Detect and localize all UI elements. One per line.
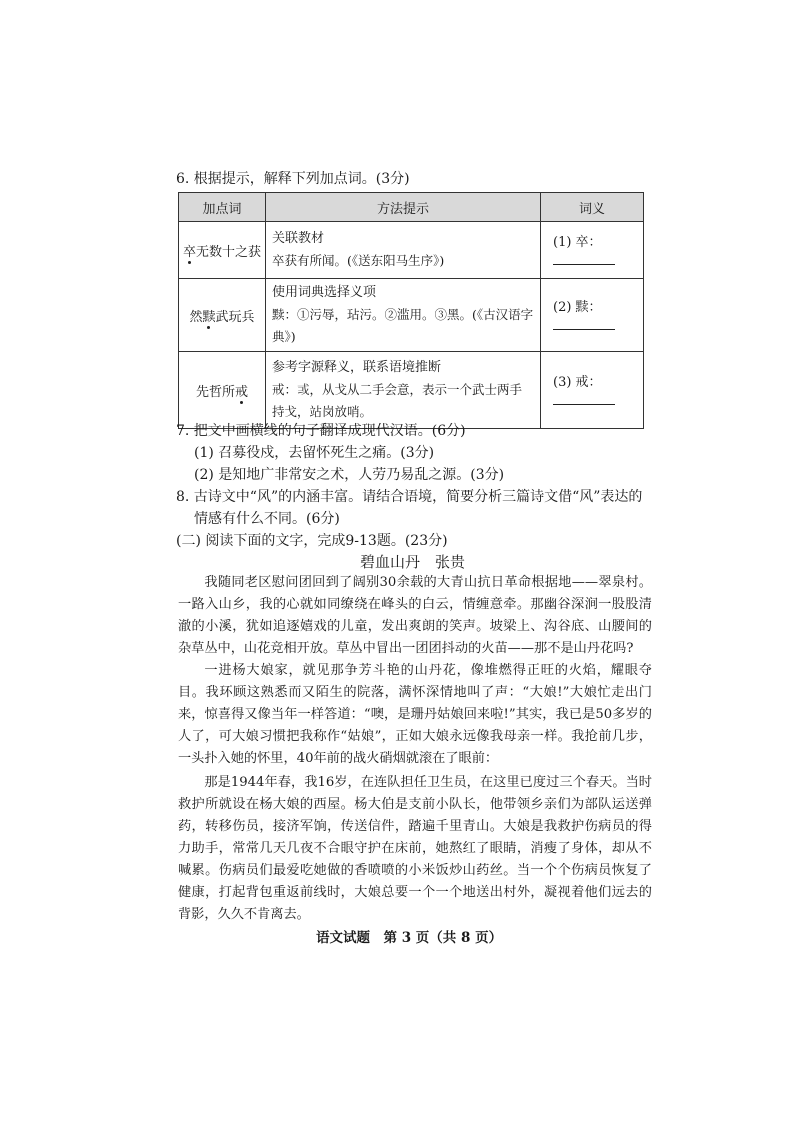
hint-method: 关联教材	[272, 231, 325, 246]
section-2-instruction: (二) 阅读下面的文字，完成9-13题。(23分)	[176, 533, 448, 549]
hint-cell	[266, 222, 541, 279]
meaning-cell	[541, 279, 644, 352]
hint-method: 参考字源释义，联系语境推断	[272, 360, 442, 375]
header-hint: 方法提示	[266, 193, 541, 222]
word-post: 武玩兵	[215, 309, 255, 325]
dotted-char: 卒	[182, 244, 196, 260]
dotted-word-cell	[179, 222, 266, 279]
article-paragraph: 一进杨大娘家，就见那争芳斗艳的山丹花，像堆燃得正旺的火焰，耀眼夺目。我环顾这熟悉而又陌生的院落，满怀深情地叫了声：“大娘!”大娘忙走出门来，惊喜得又像当年一样答道：“噢，是珊丹姑娘回来啦!”其实，我已是50多岁的人了，可大娘习惯把我称作“姑娘”，正如大娘永远像我母亲一样。我抢前几步，一头扑入她的怀里，40年前的战火硝烟就滚在了眼前：	[178, 663, 652, 766]
hint-cell	[266, 279, 541, 352]
article-paragraph: 我随同老区慰问团回到了阔别30余载的大青山抗日革命根据地——翠泉村。一路入山乡，我的心就如同缭绕在峰头的白云，情缠意牵。那幽谷深涧一股股清澈的小溪，犹如追逐嬉戏的儿童，发出爽朗的笑声。坡梁上、沟谷底、山腰间的杂草丛中，山花竞相开放。草丛中冒出一团团抖动的火苗——那不是山丹花吗?	[178, 575, 652, 656]
table-row	[179, 352, 644, 429]
header-meaning: 词义	[541, 193, 644, 222]
header-word: 加点词	[179, 193, 266, 222]
page-footer: 语文试题 第 3 页（共 8 页）	[316, 930, 503, 946]
word-pre: 然	[189, 309, 203, 325]
hint-method: 使用词典选择义项	[272, 285, 377, 300]
dotted-word-cell	[179, 279, 266, 352]
question-8-line-2: 情感有什么不同。(6分)	[194, 511, 340, 527]
word-pre: 先哲所	[195, 384, 235, 400]
question-7-title: 7. 把文中画横线的句子翻译成现代汉语。(6分)	[176, 423, 466, 439]
answer-blank[interactable]	[553, 250, 615, 265]
article-title: 碧血山丹 张贵	[360, 553, 466, 571]
vocab-table-header	[179, 193, 644, 222]
answer-blank[interactable]	[553, 315, 615, 330]
dotted-char: 戒	[235, 384, 249, 400]
meaning-label: (1) 卒：	[553, 235, 602, 250]
dotted-word-cell	[179, 352, 266, 429]
table-row	[179, 279, 644, 352]
meaning-cell	[541, 352, 644, 429]
hint-cell	[266, 352, 541, 429]
vocab-table	[178, 192, 644, 429]
meaning-label: (3) 戒：	[553, 375, 602, 390]
hint-detail: 卒获有所闻。(《送东阳马生序》)	[272, 253, 445, 268]
hint-detail: 戒：𢦘，从戈从二手会意，表示一个武士两手持戈，站岗放哨。	[272, 382, 523, 419]
answer-blank[interactable]	[553, 390, 615, 405]
meaning-label: (2) 黩：	[553, 300, 602, 315]
article-paragraph: 那是1944年春，我16岁，在连队担任卫生员，在这里已度过三个春天。当时救护所就设在杨大娘的西屋。杨大伯是支前小队长，他带领乡亲们为部队运送弹药，转移伤员，接济军饷，传送信件，踏遍千里青山。大娘是我救护伤病员的得力助手，常常几天几夜不合眼守护在床前，她熬红了眼睛，消瘦了身体，却从不喊累。伤病员们最爱吃她做的香喷喷的小米饭炒山药丝。当一个个伤病员恢复了健康，打起背包重返前线时，大娘总要一个一个地送出村外，凝视着他们远去的背影，久久不肯离去。	[178, 775, 652, 922]
word-post: 无数十之获	[196, 244, 262, 260]
dotted-char: 黩	[202, 309, 216, 325]
question-8-line-1: 8. 古诗文中“风”的内涵丰富。请结合语境，简要分析三篇诗文借“风”表达的	[176, 489, 643, 505]
question-6-title: 6. 根据提示，解释下列加点词。(3分)	[176, 171, 410, 187]
table-row	[179, 222, 644, 279]
meaning-cell	[541, 222, 644, 279]
question-7-item-2: (2) 是知地广非常安之术，人劳乃易乱之源。(3分)	[194, 467, 505, 483]
hint-detail: 黩：①污辱，玷污。②滥用。③黑。(《古汉语字典》)	[272, 307, 534, 344]
question-7-item-1: (1) 召募役戍，去留怀死生之痛。(3分)	[194, 445, 435, 461]
